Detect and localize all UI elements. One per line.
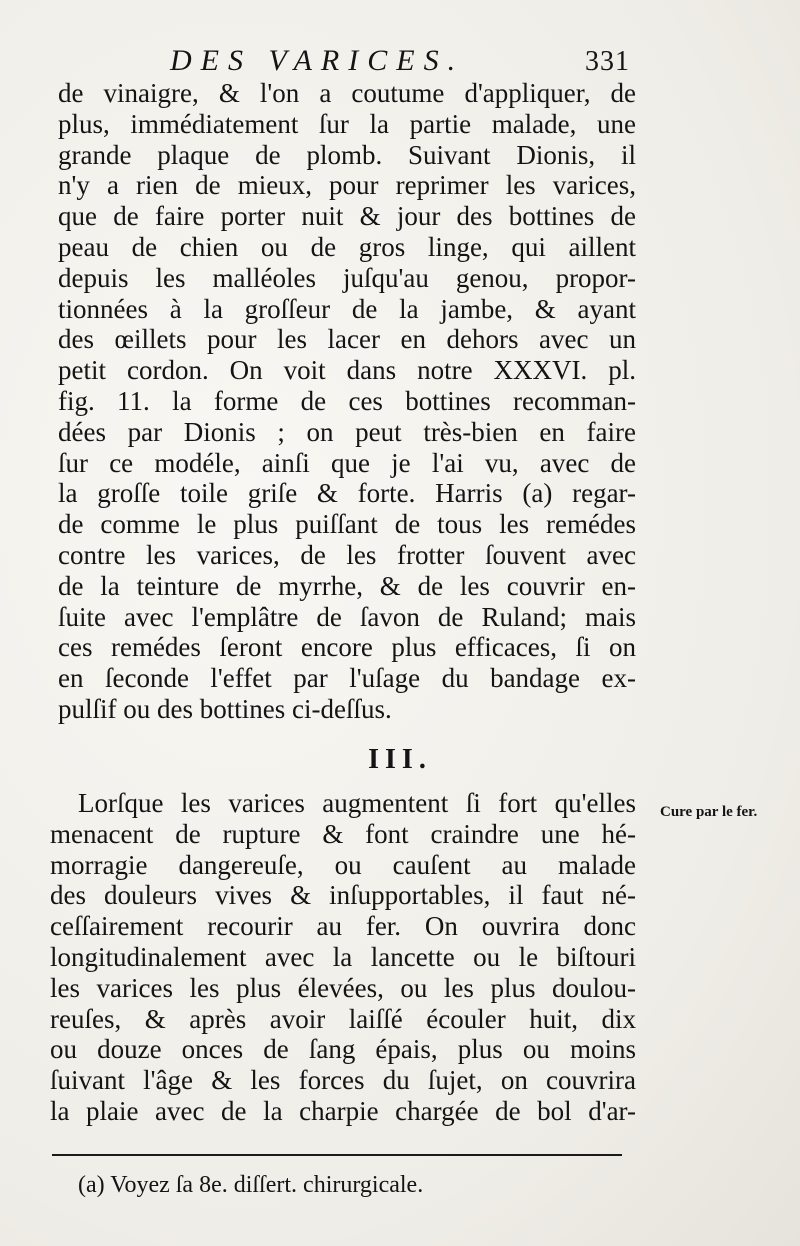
text-line: ſuivant l'âge & les forces du ſujet, on couvrira bbox=[50, 1065, 636, 1096]
text-line: que de faire porter nuit & jour des bottines de bbox=[58, 201, 636, 232]
text-line: ces remédes ſeront encore plus efficaces, ſi on bbox=[58, 632, 636, 663]
text-line: de comme le plus puiſſant de tous les remédes bbox=[58, 509, 636, 540]
text-line: plus, immédiatement ſur la partie malade, une bbox=[58, 108, 636, 139]
text-line: dées par Dionis ; on peut très-bien en faire bbox=[58, 416, 636, 447]
text-line: grande plaque de plomb. Suivant Dionis, il bbox=[58, 139, 636, 170]
text-line: petit cordon. On voit dans notre XXXVI. pl. bbox=[58, 355, 636, 386]
text-line: des œillets pour les lacer en dehors avec un bbox=[58, 324, 636, 355]
text-line: fig. 11. la forme de ces bottines recomman- bbox=[58, 385, 636, 416]
text-line: ceſſairement recourir au fer. On ouvrira donc bbox=[50, 911, 636, 942]
text-line: Lorſque les varices augmentent ſi fort qu'elles bbox=[78, 788, 636, 818]
running-title: DES VARICES. bbox=[170, 44, 465, 77]
text-line: ſur ce modéle, ainſi que je l'ai vu, avec de bbox=[58, 447, 636, 478]
text-line: reuſes, & après avoir laiſſé écouler huit, dix bbox=[50, 1003, 636, 1034]
text-line: des douleurs vives & inſupportables, il faut né- bbox=[50, 880, 636, 911]
text-line: de vinaigre, & l'on a coutume d'appliquer, de bbox=[58, 78, 636, 108]
text-line: la groſſe toile griſe & forte. Harris (a) regar- bbox=[58, 478, 636, 509]
section-number: III. bbox=[368, 744, 432, 775]
margin-note: Cure par le fer. bbox=[660, 804, 758, 820]
text-line: pulſif ou des bottines ci-deſſus. bbox=[58, 693, 392, 724]
show-through bbox=[620, 86, 780, 126]
text-line: la plaie avec de la charpie chargée de bol d'ar- bbox=[50, 1095, 636, 1126]
paragraph-2 bbox=[50, 788, 636, 1127]
text-line: de la teinture de myrrhe, & de les couvrir en- bbox=[58, 570, 636, 601]
text-line: depuis les malléoles juſqu'au genou, propor- bbox=[58, 262, 636, 293]
text-line: ou douze onces de ſang épais, plus ou moins bbox=[50, 1034, 636, 1065]
text-line: tionnées à la groſſeur de la jambe, & ayant bbox=[58, 293, 636, 324]
text-line: les varices les plus élevées, ou les plus doulou- bbox=[50, 972, 636, 1003]
footnote: (a) Voyez ſa 8e. diſſert. chirurgicale. bbox=[78, 1172, 424, 1198]
text-line: contre les varices, de les frotter ſouvent avec bbox=[58, 539, 636, 570]
text-line: morragie dangereuſe, ou cauſent au malade bbox=[50, 849, 636, 880]
text-line: peau de chien ou de gros linge, qui aillent bbox=[58, 231, 636, 262]
text-line: longitudinalement avec la lancette ou le biſtouri bbox=[50, 941, 636, 972]
paragraph-1 bbox=[58, 78, 636, 725]
page-number: 331 bbox=[585, 46, 630, 77]
text-line: en ſeconde l'effet par l'uſage du bandage ex- bbox=[58, 663, 636, 694]
footnote-rule bbox=[52, 1154, 622, 1156]
text-line: ſuite avec l'emplâtre de ſavon de Ruland; mais bbox=[58, 601, 636, 632]
text-line: menacent de rupture & font craindre une hé- bbox=[50, 818, 636, 849]
text-line: n'y a rien de mieux, pour reprimer les varices, bbox=[58, 170, 636, 201]
